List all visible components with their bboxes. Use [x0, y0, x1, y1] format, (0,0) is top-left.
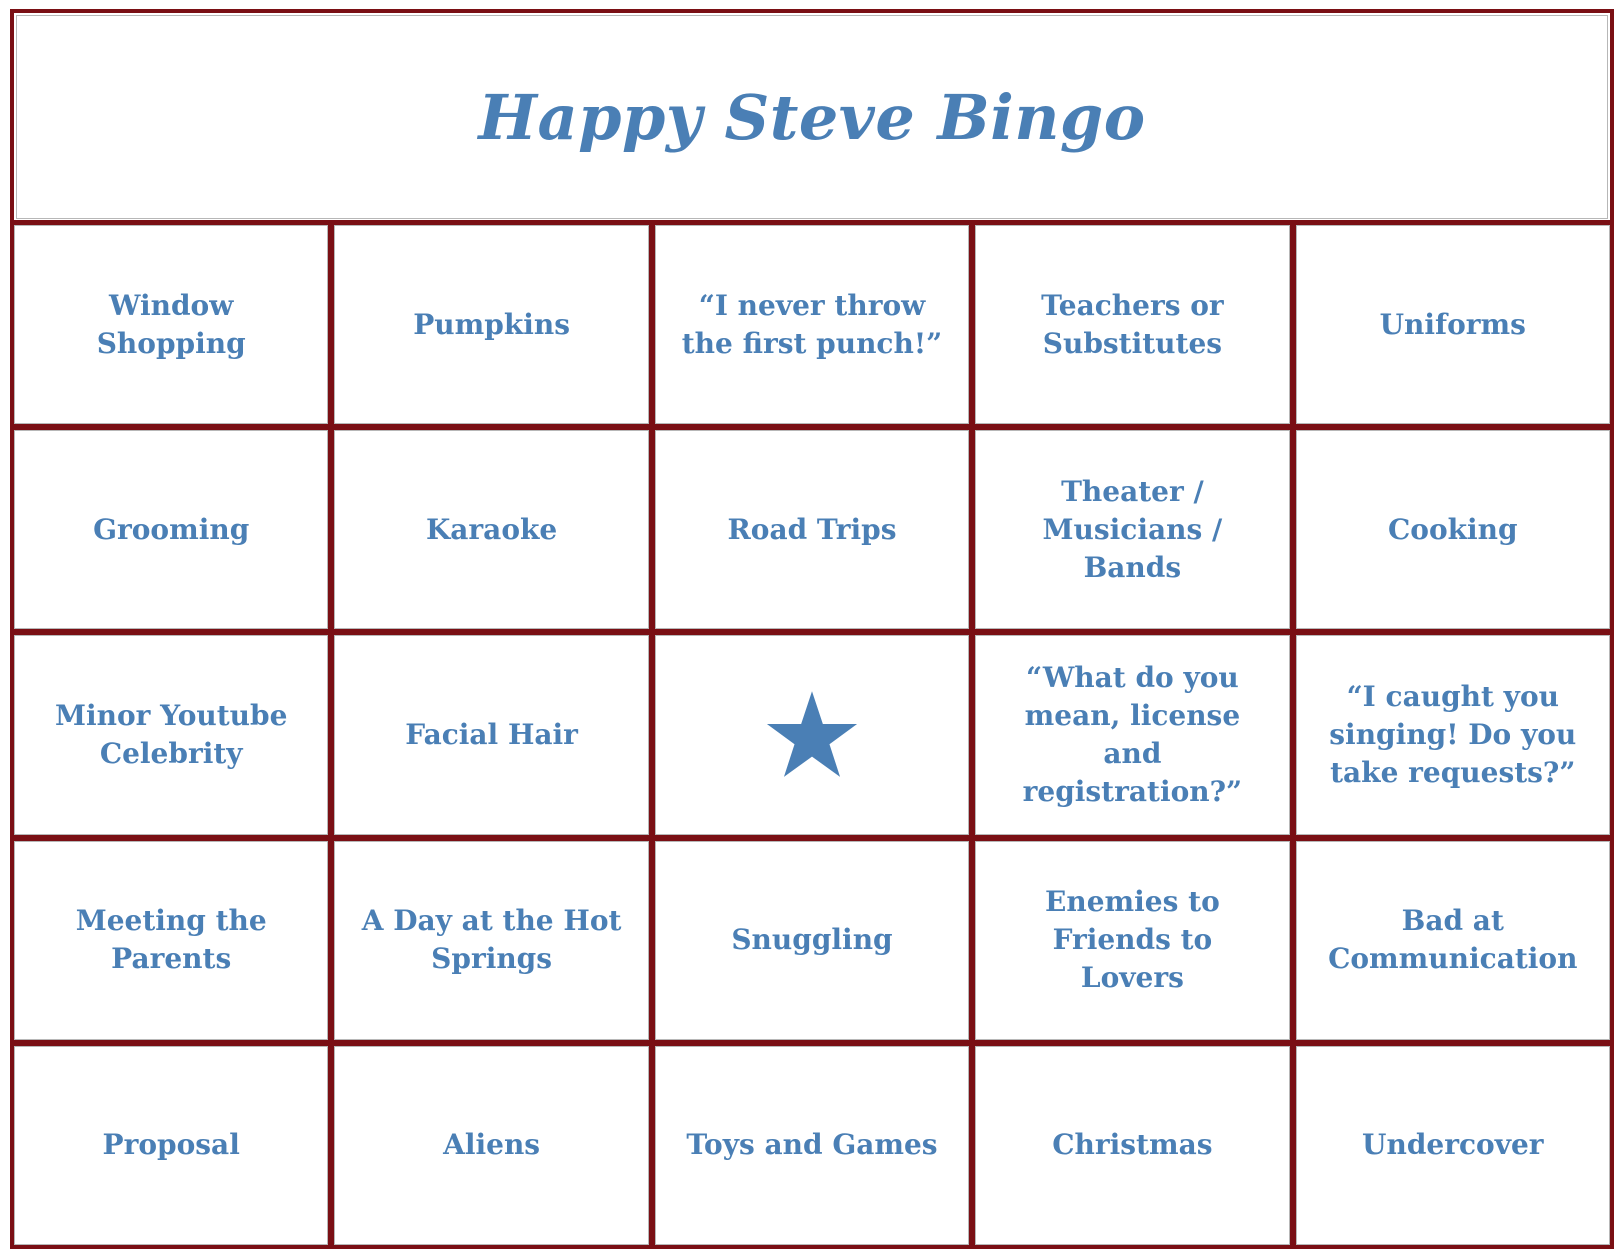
bingo-cell: [655, 841, 969, 1040]
cell-label: Proposal: [102, 1128, 240, 1162]
cell-label: “I caught you singing! Do you take requests?”: [1329, 679, 1577, 789]
bingo-cell: [975, 1046, 1289, 1245]
cell-label: Aliens: [443, 1128, 541, 1162]
bingo-cell: [655, 225, 969, 424]
cell-label: Toys and Games: [686, 1128, 938, 1162]
cell-label: Bad at Communication: [1328, 904, 1578, 976]
cell-label: Snuggling: [731, 923, 893, 957]
cell-label: Grooming: [93, 512, 250, 546]
star-icon: [766, 691, 858, 779]
bingo-cell: [975, 635, 1289, 834]
bingo-cell: [975, 430, 1289, 629]
bingo-cell: [334, 1046, 648, 1245]
bingo-cell: [14, 841, 328, 1040]
cell-label: “I never throw the first punch!”: [681, 288, 943, 360]
bingo-cell: [1296, 225, 1610, 424]
bingo-cell: [655, 430, 969, 629]
bingo-cell: [1296, 430, 1610, 629]
bingo-cell: [655, 1046, 969, 1245]
cell-label: Teachers or Substitutes: [1041, 288, 1224, 360]
cell-label: Facial Hair: [405, 717, 578, 751]
cell-label: Window Shopping: [96, 288, 246, 360]
bingo-cell: [14, 635, 328, 834]
cell-label: Minor Youtube Celebrity: [54, 698, 288, 770]
title-cell: [16, 15, 1608, 219]
bingo-cell: [14, 430, 328, 629]
cell-label: Theater / Musicians / Bands: [1042, 474, 1223, 584]
bingo-cell: [1296, 635, 1610, 834]
cell-label: Road Trips: [727, 512, 897, 546]
cell-label: A Day at the Hot Springs: [361, 904, 622, 976]
cell-label: Enemies to Friends to Lovers: [1045, 885, 1220, 995]
bingo-cell: [14, 225, 328, 424]
free-space-cell: [655, 635, 969, 834]
cell-label: “What do you mean, license and registration?”: [1022, 660, 1243, 808]
bingo-cell: [334, 635, 648, 834]
bingo-cell: [334, 430, 648, 629]
bingo-cell: [975, 225, 1289, 424]
bingo-cell: [975, 841, 1289, 1040]
cell-label: Uniforms: [1379, 307, 1526, 341]
cell-label: Cooking: [1387, 512, 1518, 546]
bingo-cell: [334, 841, 648, 1040]
bingo-cell: [14, 1046, 328, 1245]
bingo-grid: [14, 225, 1610, 1245]
bingo-cell: [334, 225, 648, 424]
cell-label: Meeting the Parents: [75, 904, 267, 976]
bingo-card: [10, 9, 1614, 1249]
cell-label: Christmas: [1052, 1128, 1213, 1162]
page-title: Happy Steve Bingo: [478, 80, 1146, 154]
bingo-cell: [1296, 1046, 1610, 1245]
bingo-cell: [1296, 841, 1610, 1040]
cell-label: Undercover: [1362, 1128, 1544, 1162]
cell-label: Pumpkins: [413, 307, 570, 341]
cell-label: Karaoke: [425, 512, 558, 546]
